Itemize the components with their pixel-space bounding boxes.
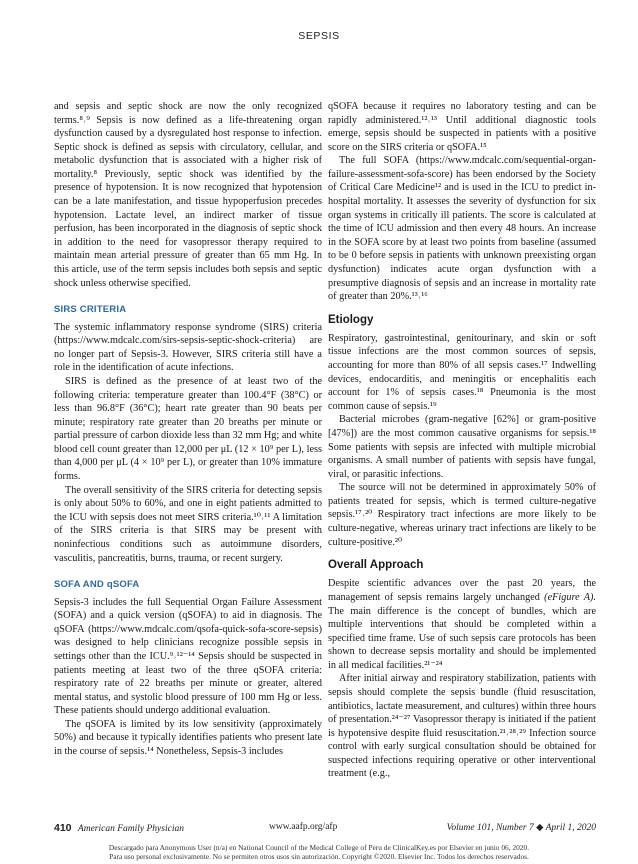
page-footer bbox=[54, 822, 596, 836]
paragraph: Bacterial microbes (gram-negative [62%] or gram-positive [47%]) are the most common causative organisms for sepsis.¹⁸ Some patients with sepsis are infected with multiple microbial organisms. A small number of patients with sepsis have fungal, viral, or parasitic infections. bbox=[328, 414, 596, 480]
right-column bbox=[328, 100, 596, 781]
section-heading-overall-approach: Overall Approach bbox=[328, 559, 424, 572]
journal-name: American Family Physician bbox=[77, 824, 184, 834]
issue-info: Volume 101, Number 7 ◆ April 1, 2020 bbox=[446, 823, 596, 833]
section-heading-sirs: SIRS CRITERIA bbox=[54, 304, 127, 316]
paragraph: The full SOFA (https://www.mdcalc.com/sequential-organ-failure-assessment-sofa-score) has been endorsed by the Society of Critical Care Medicine¹² and is used in the ICU to predict in-hospital mortality. It assesses the severity of dysfunction for six organ systems in critically ill patients. The score is calculated at the time of ICU admission and then every 48 hours. An increase in the SOFA score by at least two points from baseline (assumed to be 0 before sepsis in patients with unknown preexisting organ dysfunction) indicates acute organ dysfunction with a presumptive diagnosis of sepsis and an increase in mortality rate of greater than 20%.¹³˒¹⁶ bbox=[328, 155, 596, 303]
disclaimer-line: Para uso personal exclusivamente. No se permiten otros usos sin autorización. Copyright ©2020. Elsevier Inc. Todos los derechos reservados. bbox=[109, 851, 529, 861]
paragraph: Respiratory, gastrointestinal, genitourinary, and skin or soft tissue infections are the most common sources of sepsis, accounting for more than 80% of all sepsis cases.¹⁷ Indwelling devices, endocarditis, and meningitis or encephalitis each account for 1% of sepsis cases.¹⁸ Pneumonia is the most common cause of sepsis.¹⁹ bbox=[328, 332, 596, 412]
efigure-reference: (eFigure A). bbox=[544, 591, 596, 603]
section-heading-sofa: SOFA AND qSOFA bbox=[54, 579, 140, 591]
paragraph: The systemic inflammatory response syndrome (SIRS) criteria (https://www.mdcalc.com/sirs-sepsis-septic-shock-criteria) are no longer part of Sepsis-3. However, SIRS criteria still have a role in the identification of acute infections. bbox=[54, 321, 322, 374]
footer-left bbox=[54, 822, 184, 834]
paragraph: The qSOFA is limited by its low sensitivity (approximately 50%) and because it typically identifies patients who present late in the course of sepsis.¹⁴ Nonetheless, Sepsis-3 includes bbox=[54, 718, 322, 758]
page-number: 410 bbox=[54, 822, 72, 834]
disclaimer-line: Descargado para Anonymous User (n/a) en National Council of the Medical College of Peru de ClinicalKey.es por Elsevier en junio 06, 2020. bbox=[108, 843, 530, 852]
paragraph-text: Despite scientific advances over the past 20 years, the management of sepsis remains largely unchanged bbox=[328, 578, 596, 603]
paragraph: After initial airway and respiratory stabilization, patients with sepsis should complete the sepsis bundle (fluid resuscitation, antibiotics, lactate measurement, and cultures) within three hours of presentation.²⁴⁻²⁷ Vasopressor therapy is initiated if the patient is hypotensive despite fluid resuscitation.²¹˒²⁸˒²⁹ Infection source control with early surgical consultation should be obtained for suspected infections requiring operative or other interventional treatment (e.g., bbox=[328, 673, 596, 780]
paragraph: The source will not be determined in approximately 50% of patients treated for sepsis, which is termed culture-negative sepsis.¹⁷˒²⁰ Respiratory tract infections are more likely to be culture-negative, whereas urinary tract infections are likely to be culture-positive.²⁰ bbox=[328, 482, 596, 548]
paragraph-text: The main difference is the concept of bundles, which are multiple interventions that should be completed within a specified time frame. Use of such sepsis care protocols has been shown to decrease sepsis mortality and should be implemented in all medical facilities.²¹⁻²⁴ bbox=[328, 605, 596, 671]
journal-url: www.aafp.org/afp bbox=[269, 822, 338, 832]
paragraph bbox=[328, 577, 596, 672]
paragraph: The overall sensitivity of the SIRS criteria for detecting sepsis is only about 50% to 60%, and one in eight patients admitted to the ICU with sepsis does not meet SIRS criteria.¹⁰˒¹¹ A limitation of the SIRS criteria is that SIRS may be present with noninfectious conditions such as autoimmune disorders, vasculitis, pancreatitis, burns, trauma, or recent surgery. bbox=[54, 484, 322, 564]
left-column bbox=[54, 100, 322, 759]
paragraph: SIRS is defined as the presence of at least two of the following criteria: temperature greater than 100.4°F (38°C) or less than 96.8°F (36°C); heart rate greater than 90 beats per minute; respiratory rate greater than 20 breaths per minute or partial pressure of carbon dioxide less than 32 mm Hg; and white blood cell count greater than 12,000 per μL (12 × 10⁹ per L), less than 4,000 per μL (4 × 10⁹ per L), or greater than 10% immature forms. bbox=[54, 375, 322, 483]
download-disclaimer bbox=[0, 844, 638, 862]
running-header: SEPSIS bbox=[298, 30, 340, 42]
paragraph: Sepsis-3 includes the full Sequential Organ Failure Assessment (SOFA) and a quick version (qSOFA) to aid in diagnosis. The qSOFA (https://www.mdcalc.com/qsofa-quick-sofa-score-sepsis) was designed to help clinicians recognize possible sepsis in settings other than the ICU.⁹˒¹²⁻¹⁴ Sepsis should be suspected in patients meeting at least two of the three qSOFA criteria: respiratory rate of 22 breaths per minute or greater, altered mental status, and systolic blood pressure of 100 mm Hg or less. These patients should undergo additional evaluation. bbox=[54, 596, 322, 717]
paragraph: and sepsis and septic shock are now the only recognized terms.⁸˒⁹ Sepsis is now defined as a life-threatening organ dysfunction caused by a dysregulated host response to infection. Septic shock is defined as sepsis with circulatory, cellular, and metabolic dysfunction that is associated with a higher risk of mortality.⁸ Previously, septic shock was identified by the presence of hypotension. It is now recognized that hypotension can be a late manifestation, and tissue hypoperfusion precedes hypotension. Lactate level, an indirect marker of tissue perfusion, has been incorporated in the diagnosis of septic shock in addition to the need for vasopressor therapy required to maintain mean arterial pressure of greater than 65 mm Hg. In this article, use of the term sepsis includes both sepsis and septic shock unless otherwise specified. bbox=[54, 101, 322, 289]
paragraph: qSOFA because it requires no laboratory testing and can be rapidly administered.¹²˒¹³ Until additional diagnostic tools emerge, sepsis should be suspected in patients with a positive score on the SIRS criteria or qSOFA.¹⁵ bbox=[328, 101, 596, 153]
section-heading-etiology: Etiology bbox=[328, 313, 374, 326]
